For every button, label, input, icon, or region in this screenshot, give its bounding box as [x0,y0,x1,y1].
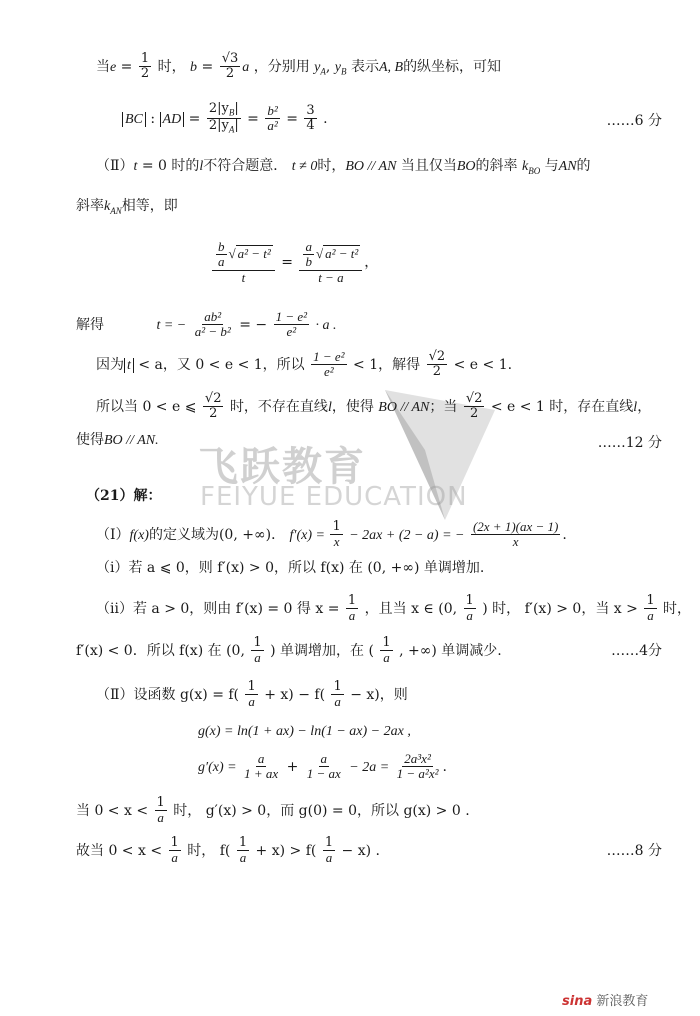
line-12: （ⅰ）若 a ⩽ 0，则 f′(x) > 0，所以 f(x) 在 (0, +∞) 单调增加. [96,560,485,576]
score-6: ……6 分 [606,113,662,129]
score-8: ……8 分 [606,843,662,859]
line-18: 当 0 < x < $\frac{1}{a}$ 时， g′(x) > 0，而 g(0) = 0，所以 g(x) > 0 . [76,795,470,826]
line-4: 斜率$k_{AN}$相等，即 [76,198,178,216]
watermark-subtext: FEIYUE EDUCATION [200,482,468,512]
line-9: 使得BO // AN. [76,432,159,448]
line-2: BC : AD = $\frac{2|y_B|}{2|y_A|}$ = $\frac{\text{b²}}{\text{a²}}$ = $\frac{3}{4}$ . [122,102,328,136]
watermark-text: 飞跃教育 [198,444,366,490]
sina-logo: sina 新浪教育 [562,994,649,1009]
line-5-equation: $\frac{b}{a}$ √ a² − t² t = $\frac{a}{b}$ √ a² − t² t − a ， [210,240,378,285]
line-14: f′(x) < 0．所以 f(x) 在 (0, $\frac{1}{a}$ ) 单调增加，在 ( $\frac{1}{a}$ , +∞) 单调减少. [76,635,502,666]
line-11: （Ⅰ）f(x)的定义域为(0, +∞)． f′(x) = $\frac{1}{x}$ − 2ax + (2 − a) = − $\frac{(2x + 1)(ax - 1)}{x}$ . [96,519,567,550]
score-4: ……4分 [611,643,662,659]
line-6: 解得 t = − $\frac{\text{ab²}}{\text{a² − b²}}$ = − $\frac{\text{1 − e²}}{\text{e²}}$ · a . [76,309,337,340]
line-15: （Ⅱ）设函数 g(x) = f( $\frac{1}{a}$ + x) − f( $\frac{1}{a}$ − x)，则 [96,679,408,710]
line-16: g(x) = ln(1 + ax) − ln(1 − ax) − 2ax , [198,724,411,739]
line-3: （Ⅱ）t = 0 时的l不符合题意． t ≠ 0时，BO // AN 当且仅当BO的斜率 $k_{BO}$ 与AN的 [96,158,591,176]
line-7: 因为 t < a，又 0 < e < 1，所以 $\frac{\text{1 − e²}}{\text{e²}}$ < 1，解得 $\frac{√2}{2}$ < e < 1. [96,349,513,380]
line-13: （ⅱ）若 a > 0，则由 f′(x) = 0 得 x = $\frac{1}{a}$ ，且当 x ∈ (0, $\frac{1}{a}$ ) 时， f′(x) > 0，当 x > $\frac{1}{a}$ 时， [96,593,692,624]
line-19: 故当 0 < x < $\frac{1}{a}$ 时， f( $\frac{1}{a}$ + x) > f( $\frac{1}{a}$ − x) . [76,835,380,866]
line-8: 所以当 0 < e ⩽ $\frac{√2}{2}$ 时，不存在直线l，使得 BO // AN；当 $\frac{√2}{2}$ < e < 1 时，存在直线l， [96,391,652,422]
score-12: ……12 分 [597,435,662,451]
problem-21-heading: （21）解： [86,488,162,504]
line-17: g′(x) = $\frac{a}{1 + ax}$ + $\frac{a}{1 - ax}$ − 2a = $\frac{\text{2a³x²}}{\text{1 − a²x²}}$ . [198,751,447,782]
line-1: 当e = $\frac{1}{2}$ 时， b = $\frac{√3}{2}$ a ，分别用 $y_A$, $y_B$ 表示A, B的纵坐标，可知 [96,51,502,82]
